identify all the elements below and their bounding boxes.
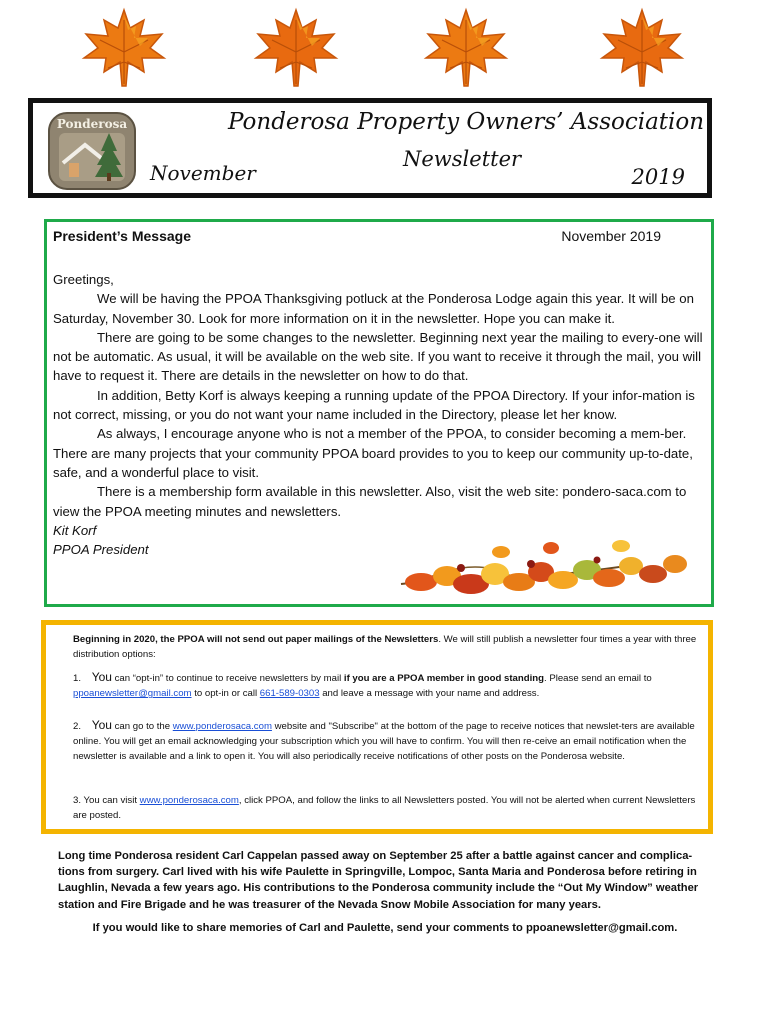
share-memories-text: If you would like to share memories of Carl and Paulette, send your comments to ppoanewsletter@gmail.com. bbox=[92, 922, 678, 934]
letter-paragraph: We will be having the PPOA Thanksgiving potluck at the Ponderosa Lodge again this year. It will be on Saturday, November 30. Look for more information on it in the newsletter. Hope you can make it. bbox=[53, 291, 694, 326]
ponderosa-logo bbox=[47, 111, 137, 191]
maple-leaf-icon bbox=[250, 6, 342, 90]
presidents-message-box bbox=[44, 219, 714, 607]
autumn-leaves-illustration bbox=[391, 534, 701, 596]
svg-text:Ponderosa: Ponderosa bbox=[56, 117, 128, 131]
greeting: Greetings, bbox=[53, 272, 114, 287]
signature-name: Kit Korf bbox=[53, 522, 97, 538]
signature-title: PPOA President bbox=[53, 542, 149, 558]
option-1: 1. You can “opt-in” to continue to receive newsletters by mail if you are a PPOA member in good standing. Please send an email to ppoanewsletter@gmail.com to opt-in or call 661-589-0303 and leave a message with your name and address. bbox=[73, 670, 652, 700]
letter-paragraph: In addition, Betty Korf is always keeping a running update of the PPOA Directory. If your infor-mation is not correct, missing, or you do not want your name included in the Directory, please let her know. bbox=[53, 387, 695, 423]
maple-leaf-icon bbox=[420, 6, 512, 90]
option-2: 2. You can go to the www.ponderosaca.com website and "Subscribe" at the bottom of the page to receive notices that newslet-ters are available online. You will get an email acknowledging your subscription which you will have to confirm. You will then re-ceive an email notification when the newsletter is available and a link to open it. You will also periodically receive notifications of other posts on the Ponderosa website. bbox=[73, 718, 695, 763]
issue-year: 2019 bbox=[631, 165, 685, 189]
newsletter-label: Newsletter bbox=[403, 147, 522, 171]
organization-title: Ponderosa Property Owners’ Association bbox=[228, 109, 705, 135]
website-link[interactable]: www.ponderosaca.com bbox=[139, 795, 239, 806]
mailing-notice-box bbox=[41, 620, 713, 834]
obituary-text: Long time Ponderosa resident Carl Cappelan passed away on September 25 after a battle against cancer and complica-tions from surgery. Carl lived with his wife Paulette in Springville, Lompoc, Santa Maria and Ponderosa before retiring in Laughlin, Nevada a few years ago. His contributions to the Ponderosa community include the “Out My Window” weather station and Fire Brigade and he was treasurer of the Nevada Snow Mobile Association for many years. bbox=[58, 850, 699, 911]
letter-paragraph: There is a membership form available in this newsletter. Also, visit the web site: pondero-saca.com to view the PPOA meeting minutes and newsletters. bbox=[53, 484, 687, 519]
letter-paragraph: As always, I encourage anyone who is not a member of the PPOA, to consider becoming a mem-ber. There are many projects that your community PPOA board provides to you to keep our community up-to-date, safe, and a wonderful place to visit. bbox=[53, 426, 693, 480]
section-heading: President’s Message bbox=[53, 228, 191, 244]
newsletter-header bbox=[28, 98, 712, 198]
maple-leaf-icon bbox=[78, 6, 170, 90]
letter-paragraph: There are going to be some changes to the newsletter. Beginning next year the mailing to every-one will not be automatic. As usual, it will be available on the web site. If you want to receive it through the mail, you will have to request it. There are details in the newsletter on how to do that. bbox=[53, 329, 703, 384]
email-link[interactable]: ppoanewsletter@gmail.com bbox=[73, 688, 192, 700]
option-3: 3. You can visit www.ponderosaca.com, click PPOA, and follow the links to all Newsletters posted. You will not be alerted when current Newsletters are posted. bbox=[73, 795, 696, 822]
notice-intro: Beginning in 2020, the PPOA will not send out paper mailings of the Newsletters. We will still publish a newsletter four times a year with three distribution options: bbox=[73, 634, 697, 661]
letter-body bbox=[53, 270, 708, 559]
issue-month: November bbox=[150, 161, 256, 185]
phone-link[interactable]: 661-589-0303 bbox=[259, 688, 320, 700]
website-link[interactable]: www.ponderosaca.com bbox=[172, 721, 272, 732]
maple-leaf-icon bbox=[596, 6, 688, 90]
section-date: November 2019 bbox=[561, 228, 661, 244]
